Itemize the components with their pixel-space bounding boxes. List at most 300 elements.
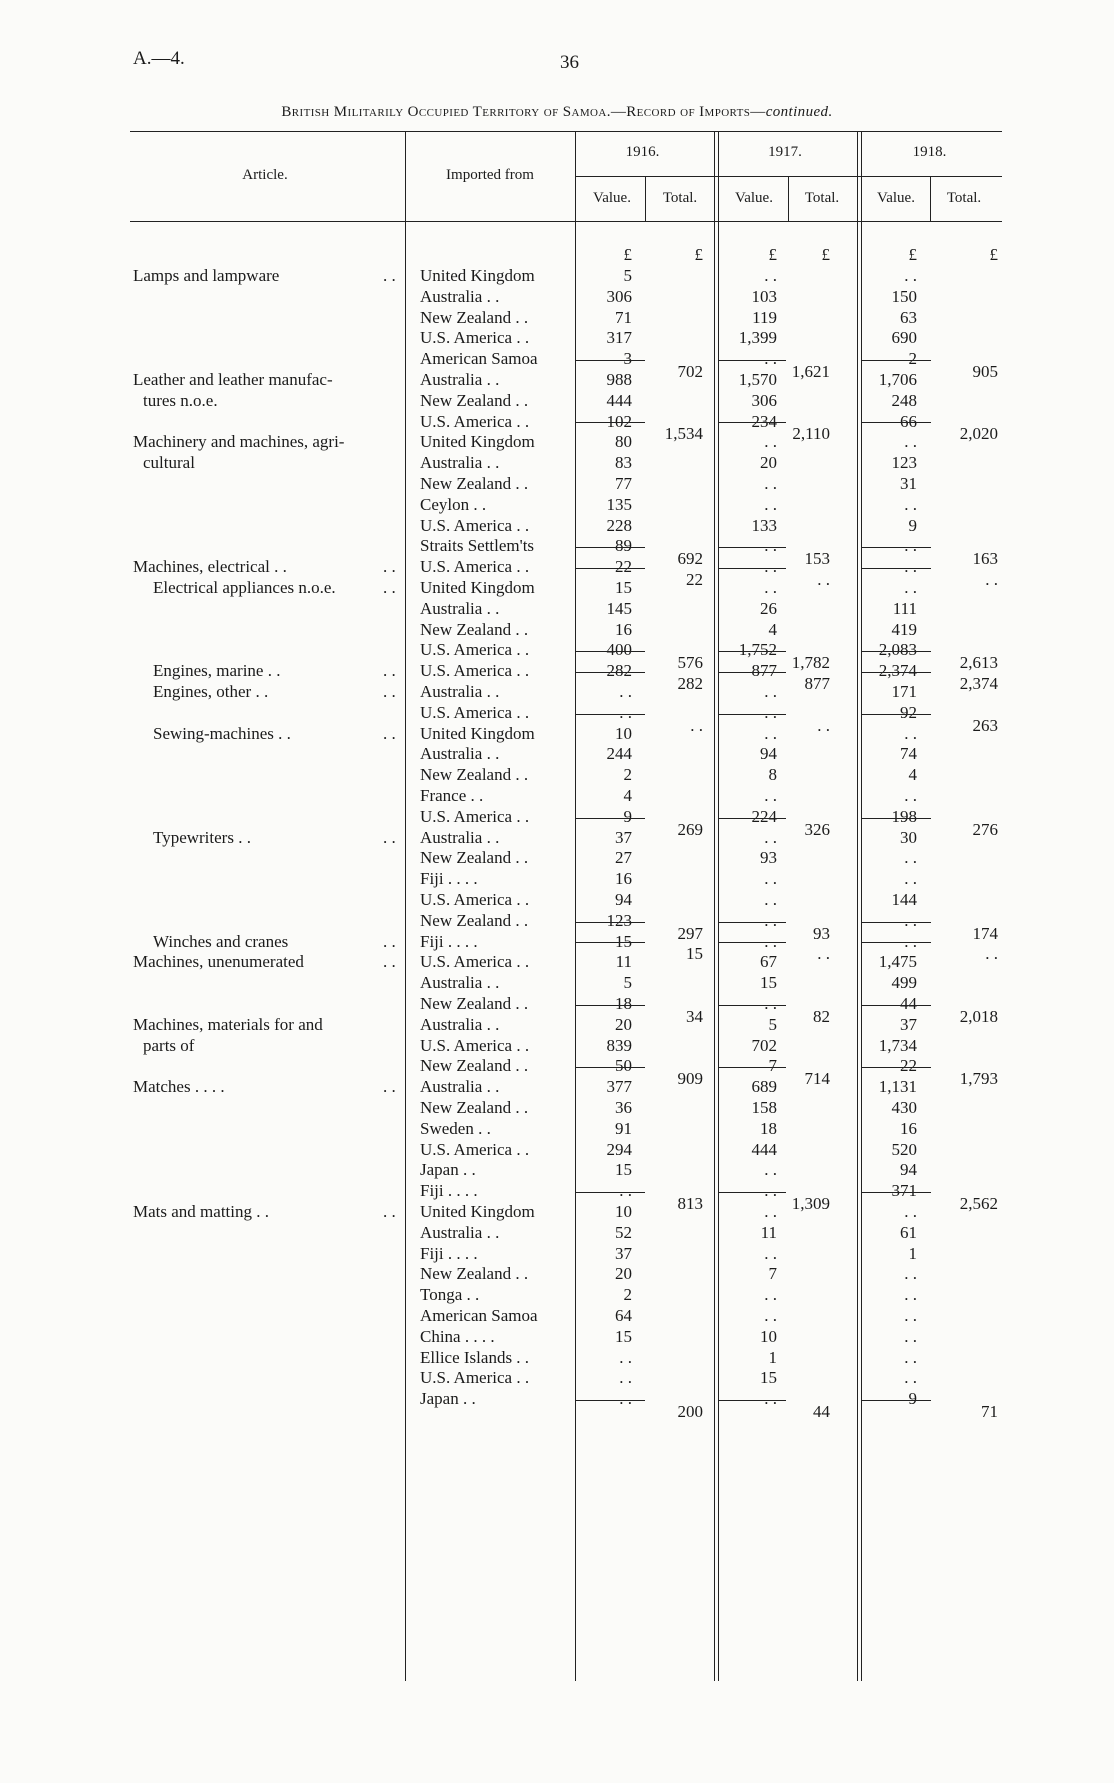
row-origin: Australia . . (420, 827, 500, 847)
value-1917: 1,399 (738, 328, 777, 348)
column-header-imported-from: Imported from (446, 167, 534, 183)
row-origin: United Kingdom (420, 432, 535, 452)
value-1918: 44 (900, 994, 917, 1013)
value-1917: . . (764, 1285, 777, 1305)
value-1916: . . (619, 1347, 632, 1367)
article-label: Electrical appliances n.o.e. (153, 578, 336, 597)
value-1917: . . (764, 557, 777, 577)
value-1917: 67 (760, 952, 777, 972)
value-1916: 94 (615, 890, 632, 909)
row-origin: Japan . . (420, 1389, 476, 1409)
row-origin: United Kingdom (420, 723, 535, 743)
article-label: Machines, electrical . . (133, 557, 287, 577)
value-1916: 839 (606, 1035, 632, 1055)
value-1916: 71 (615, 307, 632, 327)
total-1918: 163 (972, 549, 998, 569)
value-1918: . . (904, 786, 917, 805)
value-1918: 520 (891, 1139, 917, 1159)
total-1918: . . (985, 944, 998, 964)
total-1918: 263 (972, 715, 998, 735)
value-1916: 5 (623, 973, 632, 993)
row-origin: New Zealand . . (420, 474, 529, 493)
total-1918: 2,020 (959, 424, 998, 444)
value-1917: . . (764, 994, 777, 1013)
value-1916: 9 (623, 806, 632, 826)
value-1917: . . (764, 536, 777, 556)
value-1918: . . (904, 536, 917, 556)
value-1918: 123 (891, 453, 917, 473)
row-origin: Straits Settlem'ts (420, 536, 535, 556)
row-origin: Australia . . (420, 973, 500, 993)
total-1918: 71 (981, 1402, 998, 1421)
value-1918: 171 (891, 682, 917, 701)
value-1916: 64 (615, 1306, 632, 1325)
value-1917: 93 (760, 848, 777, 868)
value-1918: . . (904, 266, 917, 285)
value-1918: 22 (900, 1056, 917, 1076)
value-1917: 1,752 (738, 640, 777, 660)
value-1918: 499 (891, 973, 917, 993)
value-1918: . . (904, 1264, 917, 1284)
row-origin: Australia . . (420, 598, 500, 618)
value-1918: . . (904, 1202, 917, 1221)
value-1916: 18 (615, 994, 632, 1013)
value-1917: 1 (768, 1347, 777, 1367)
total-1916: 200 (677, 1402, 703, 1421)
row-origin: Ellice Islands . . (420, 1347, 530, 1367)
row-origin: Australia . . (420, 744, 500, 764)
value-1918: . . (904, 1347, 917, 1367)
value-1917: . . (764, 931, 777, 951)
value-1918: 1,734 (878, 1035, 917, 1055)
value-1917: . . (764, 1181, 777, 1201)
value-1916: 5 (623, 266, 632, 285)
pound-sign: £ (623, 245, 632, 264)
total-1918: 2,018 (959, 1006, 998, 1026)
total-1918: . . (985, 570, 998, 589)
value-1917: . . (764, 910, 777, 930)
value-1917: 234 (751, 411, 777, 431)
value-1918: . . (904, 1306, 917, 1325)
value-1917: . . (764, 890, 777, 909)
article-label: Engines, marine . . (153, 661, 281, 681)
total-1917: 93 (813, 923, 830, 943)
value-1916: 4 (623, 786, 632, 805)
value-1918: . . (904, 432, 917, 452)
value-1918: 9 (908, 1389, 917, 1409)
article-label: Typewriters . . (153, 827, 251, 847)
article-leader-dots: . . (383, 723, 396, 743)
column-header-value-1918: Value. (877, 190, 915, 206)
row-origin: China . . . . (420, 1326, 495, 1346)
value-1916: 27 (615, 848, 632, 868)
value-1917: . . (764, 786, 777, 805)
row-origin: Fiji . . . . (420, 869, 478, 889)
row-origin: U.S. America . . (420, 1139, 530, 1159)
row-origin: U.S. America . . (420, 890, 530, 909)
value-1918: 2,083 (878, 640, 917, 660)
value-1918: . . (904, 848, 917, 868)
total-1917: 1,782 (791, 653, 830, 673)
value-1917: 15 (760, 1368, 777, 1388)
column-header-value-1917: Value. (735, 190, 773, 206)
row-origin: New Zealand . . (420, 1264, 529, 1284)
value-1917: . . (764, 432, 777, 452)
total-1916: 297 (677, 923, 703, 943)
row-origin: New Zealand . . (420, 1098, 529, 1117)
value-1918: 30 (900, 827, 917, 847)
total-1916: 282 (677, 674, 703, 693)
column-header-1916: 1916. (625, 144, 660, 160)
value-1918: 4 (908, 765, 917, 785)
value-1916: 145 (606, 598, 632, 618)
value-1918: . . (904, 869, 917, 889)
value-1918: 61 (900, 1222, 917, 1242)
value-1916: 15 (615, 578, 632, 597)
value-1916: 306 (606, 286, 632, 306)
value-1917: 4 (768, 619, 777, 639)
row-origin: Tonga . . (420, 1285, 480, 1305)
article-label: Lamps and lampware (133, 266, 280, 285)
value-1918: 2,374 (878, 661, 917, 681)
value-1918: 1,131 (878, 1077, 917, 1097)
total-1917: 153 (804, 549, 830, 569)
value-1917: 689 (751, 1077, 777, 1097)
row-origin: American Samoa (420, 349, 538, 369)
value-1916: 36 (615, 1098, 632, 1117)
value-1917: 94 (760, 744, 777, 764)
value-1918: . . (904, 1368, 917, 1388)
row-origin: Australia . . (420, 1077, 500, 1097)
row-origin: Australia . . (420, 1014, 500, 1034)
value-1916: 123 (606, 910, 632, 930)
total-1916: 813 (677, 1194, 703, 1213)
total-1917: 82 (813, 1006, 830, 1026)
pound-sign: £ (768, 245, 777, 264)
row-origin: New Zealand . . (420, 910, 529, 930)
value-1916: 11 (615, 952, 632, 972)
article-label: Machines, materials for and (133, 1014, 323, 1034)
total-1917: . . (817, 715, 830, 735)
total-1917: 2,110 (792, 424, 830, 444)
total-1918: 2,613 (959, 653, 998, 673)
value-1916: 15 (615, 931, 632, 951)
value-1916: 444 (606, 390, 632, 410)
total-1918: 2,374 (959, 674, 998, 693)
row-origin: U.S. America . . (420, 515, 530, 535)
article-leader-dots: . . (383, 952, 396, 972)
row-origin: U.S. America . . (420, 952, 530, 972)
value-1917: . . (764, 723, 777, 743)
value-1917: . . (764, 349, 777, 369)
value-1918: 66 (900, 411, 917, 431)
value-1918: 74 (900, 744, 917, 764)
value-1918: 371 (891, 1181, 917, 1201)
article-leader-dots: . . (383, 578, 396, 597)
row-origin: New Zealand . . (420, 619, 529, 639)
column-header-value-1916: Value. (593, 190, 631, 206)
value-1917: 158 (751, 1098, 777, 1117)
value-1918: 63 (900, 307, 917, 327)
row-origin: Sweden . . (420, 1118, 491, 1138)
value-1916: 15 (615, 1160, 632, 1180)
value-1916: 294 (606, 1139, 632, 1159)
total-1916: 269 (677, 819, 703, 839)
value-1916: 102 (606, 411, 632, 431)
value-1918: . . (904, 557, 917, 577)
column-header-1918: 1918. (912, 144, 947, 160)
row-origin: U.S. America . . (420, 557, 530, 577)
value-1916: 988 (606, 370, 632, 389)
total-1916: 15 (686, 944, 703, 964)
value-1917: 7 (768, 1056, 777, 1076)
value-1916: 15 (615, 1326, 632, 1346)
article-leader-dots: . . (383, 557, 396, 577)
value-1918: 94 (900, 1160, 917, 1180)
value-1916: 83 (615, 453, 632, 473)
article-label: Machinery and machines, agri- (133, 432, 345, 452)
value-1918: 430 (891, 1098, 917, 1117)
total-1917: 1,621 (791, 362, 830, 381)
total-1917: 714 (804, 1069, 830, 1089)
value-1918: 16 (900, 1118, 917, 1138)
total-1918: 905 (972, 362, 998, 381)
value-1917: . . (764, 474, 777, 493)
page-title: British Militarily Occupied Territory of Samoa.—Record of Imports—continued. (281, 104, 833, 120)
value-1917: . . (764, 702, 777, 722)
article-label: Leather and leather manufac- (133, 370, 333, 389)
article-label: Sewing-machines . . (153, 723, 291, 743)
column-header-1917: 1917. (768, 144, 802, 160)
value-1918: 1 (908, 1243, 917, 1263)
row-origin: New Zealand . . (420, 848, 529, 868)
value-1916: 80 (615, 432, 632, 452)
row-origin: U.S. America . . (420, 640, 530, 660)
value-1917: 11 (760, 1222, 777, 1242)
value-1916: . . (619, 702, 632, 722)
row-origin: New Zealand . . (420, 1056, 529, 1076)
value-1918: . . (904, 494, 917, 514)
row-origin: U.S. America . . (420, 411, 530, 431)
article-leader-dots: . . (383, 931, 396, 951)
value-1916: . . (619, 1181, 632, 1201)
pound-sign: £ (821, 245, 830, 264)
value-1916: 37 (615, 827, 632, 847)
row-origin: Australia . . (420, 1222, 500, 1242)
value-1917: 133 (751, 515, 777, 535)
value-1916: 3 (623, 349, 632, 369)
article-label: Engines, other . . (153, 682, 269, 701)
value-1918: 198 (891, 806, 917, 826)
value-1916: 282 (606, 661, 632, 681)
value-1918: . . (904, 578, 917, 597)
total-1916: 576 (677, 653, 703, 673)
total-1918: 174 (972, 923, 998, 943)
value-1918: . . (904, 931, 917, 951)
value-1917: 8 (768, 765, 777, 785)
article-label: Winches and cranes (153, 931, 289, 951)
total-1917: 877 (804, 674, 830, 693)
value-1917: 5 (768, 1014, 777, 1034)
article-leader-dots: . . (383, 661, 396, 681)
value-1916: . . (619, 1389, 632, 1409)
value-1916: . . (619, 682, 632, 701)
value-1918: 144 (891, 890, 917, 909)
value-1918: 37 (900, 1014, 917, 1034)
article-leader-dots: . . (383, 1077, 396, 1097)
value-1918: 92 (900, 702, 917, 722)
value-1918: 2 (908, 349, 917, 369)
row-origin: Australia . . (420, 682, 500, 701)
pound-sign: £ (989, 245, 998, 264)
article-label: Machines, unenumerated (133, 952, 304, 972)
total-1916: 909 (677, 1069, 703, 1089)
value-1916: 20 (615, 1014, 632, 1034)
row-origin: Australia . . (420, 370, 500, 389)
value-1916: 10 (615, 723, 632, 743)
total-1916: 702 (677, 362, 703, 381)
row-origin: Fiji . . . . (420, 1181, 478, 1201)
value-1916: 2 (623, 1285, 632, 1305)
value-1917: 15 (760, 973, 777, 993)
value-1918: . . (904, 910, 917, 930)
column-header-article: Article. (242, 167, 288, 183)
value-1916: 10 (615, 1202, 632, 1221)
value-1916: 22 (615, 557, 632, 577)
article-label: Mats and matting . . (133, 1202, 269, 1221)
row-origin: Ceylon . . (420, 494, 487, 514)
value-1917: . . (764, 266, 777, 285)
article-label-continued: parts of (143, 1035, 195, 1055)
value-1918: 31 (900, 474, 917, 493)
value-1917: 119 (752, 307, 777, 327)
total-1917: . . (817, 944, 830, 964)
page-reference: A.—4. (133, 48, 185, 69)
row-origin: France . . (420, 786, 484, 805)
total-1916: . . (690, 715, 703, 735)
value-1917: 702 (751, 1035, 777, 1055)
value-1916: 52 (615, 1222, 632, 1242)
value-1916: 2 (623, 765, 632, 785)
total-1916: 1,534 (664, 424, 703, 444)
value-1918: 1,706 (878, 370, 917, 389)
value-1916: 50 (615, 1056, 632, 1076)
value-1917: 10 (760, 1326, 777, 1346)
value-1916: 16 (615, 619, 632, 639)
row-origin: New Zealand . . (420, 307, 529, 327)
value-1917: . . (764, 869, 777, 889)
row-origin: U.S. America . . (420, 702, 530, 722)
value-1916: 400 (606, 640, 632, 660)
value-1917: . . (764, 1243, 777, 1263)
total-1917: 44 (813, 1402, 830, 1421)
article-label: Matches . . . . (133, 1077, 225, 1097)
row-origin: Fiji . . . . (420, 1243, 478, 1263)
article-leader-dots: . . (383, 827, 396, 847)
value-1917: 306 (751, 390, 777, 410)
value-1918: . . (904, 723, 917, 743)
value-1918: 1,475 (878, 952, 917, 972)
value-1917: . . (764, 494, 777, 514)
column-header-total-1918: Total. (946, 190, 982, 206)
article-leader-dots: . . (383, 682, 396, 701)
row-origin: United Kingdom (420, 578, 535, 597)
value-1917: 1,570 (738, 370, 777, 389)
row-origin: Australia . . (420, 286, 500, 306)
total-1918: 2,562 (959, 1194, 998, 1213)
row-origin: U.S. America . . (420, 806, 530, 826)
value-1917: . . (764, 1306, 777, 1325)
value-1916: 135 (606, 494, 632, 514)
value-1917: . . (764, 1202, 777, 1221)
row-origin: United Kingdom (420, 266, 535, 285)
value-1918: 150 (891, 286, 917, 306)
row-origin: United Kingdom (420, 1202, 535, 1221)
article-label-continued: tures n.o.e. (143, 390, 218, 410)
row-origin: Australia . . (420, 453, 500, 473)
pound-sign: £ (908, 245, 917, 264)
value-1916: 89 (615, 536, 632, 556)
row-origin: New Zealand . . (420, 765, 529, 785)
total-1917: 1,309 (791, 1194, 830, 1213)
page-number: 36 (560, 52, 579, 73)
value-1916: 20 (615, 1264, 632, 1284)
value-1916: 317 (606, 328, 632, 348)
value-1917: 26 (760, 598, 777, 618)
row-origin: U.S. America . . (420, 1368, 530, 1388)
value-1918: . . (904, 1326, 917, 1346)
row-origin: New Zealand . . (420, 390, 529, 410)
value-1918: 419 (891, 619, 917, 639)
value-1916: 77 (615, 474, 632, 493)
column-header-total-1917: Total. (804, 190, 840, 206)
row-origin: New Zealand . . (420, 994, 529, 1013)
value-1917: 877 (751, 661, 777, 681)
value-1918: 690 (891, 328, 917, 348)
column-header-total-1916: Total. (662, 190, 698, 206)
value-1916: 228 (606, 515, 632, 535)
total-1918: 276 (972, 819, 998, 839)
total-1918: 1,793 (959, 1069, 998, 1089)
row-origin: U.S. America . . (420, 328, 530, 348)
pound-sign: £ (694, 245, 703, 264)
total-1916: 22 (686, 570, 703, 589)
value-1918: 248 (891, 390, 917, 410)
row-origin: American Samoa (420, 1306, 538, 1325)
value-1916: . . (619, 1368, 632, 1388)
value-1917: 18 (760, 1118, 777, 1138)
value-1917: 224 (751, 806, 777, 826)
total-1917: 326 (804, 819, 830, 839)
article-leader-dots: . . (383, 1202, 396, 1221)
value-1917: 20 (760, 453, 777, 473)
value-1918: 9 (908, 515, 917, 535)
row-origin: U.S. America . . (420, 1035, 530, 1055)
value-1918: 111 (892, 598, 917, 618)
value-1917: . . (764, 827, 777, 847)
article-leader-dots: . . (383, 266, 396, 285)
value-1917: 444 (751, 1139, 777, 1159)
value-1917: . . (764, 682, 777, 701)
value-1917: . . (764, 578, 777, 597)
value-1917: 7 (768, 1264, 777, 1284)
total-1916: 692 (677, 549, 703, 569)
total-1916: 34 (686, 1006, 703, 1026)
value-1916: 16 (615, 869, 632, 889)
value-1917: 103 (751, 286, 777, 306)
row-origin: Fiji . . . . (420, 931, 478, 951)
value-1916: 37 (615, 1243, 632, 1263)
